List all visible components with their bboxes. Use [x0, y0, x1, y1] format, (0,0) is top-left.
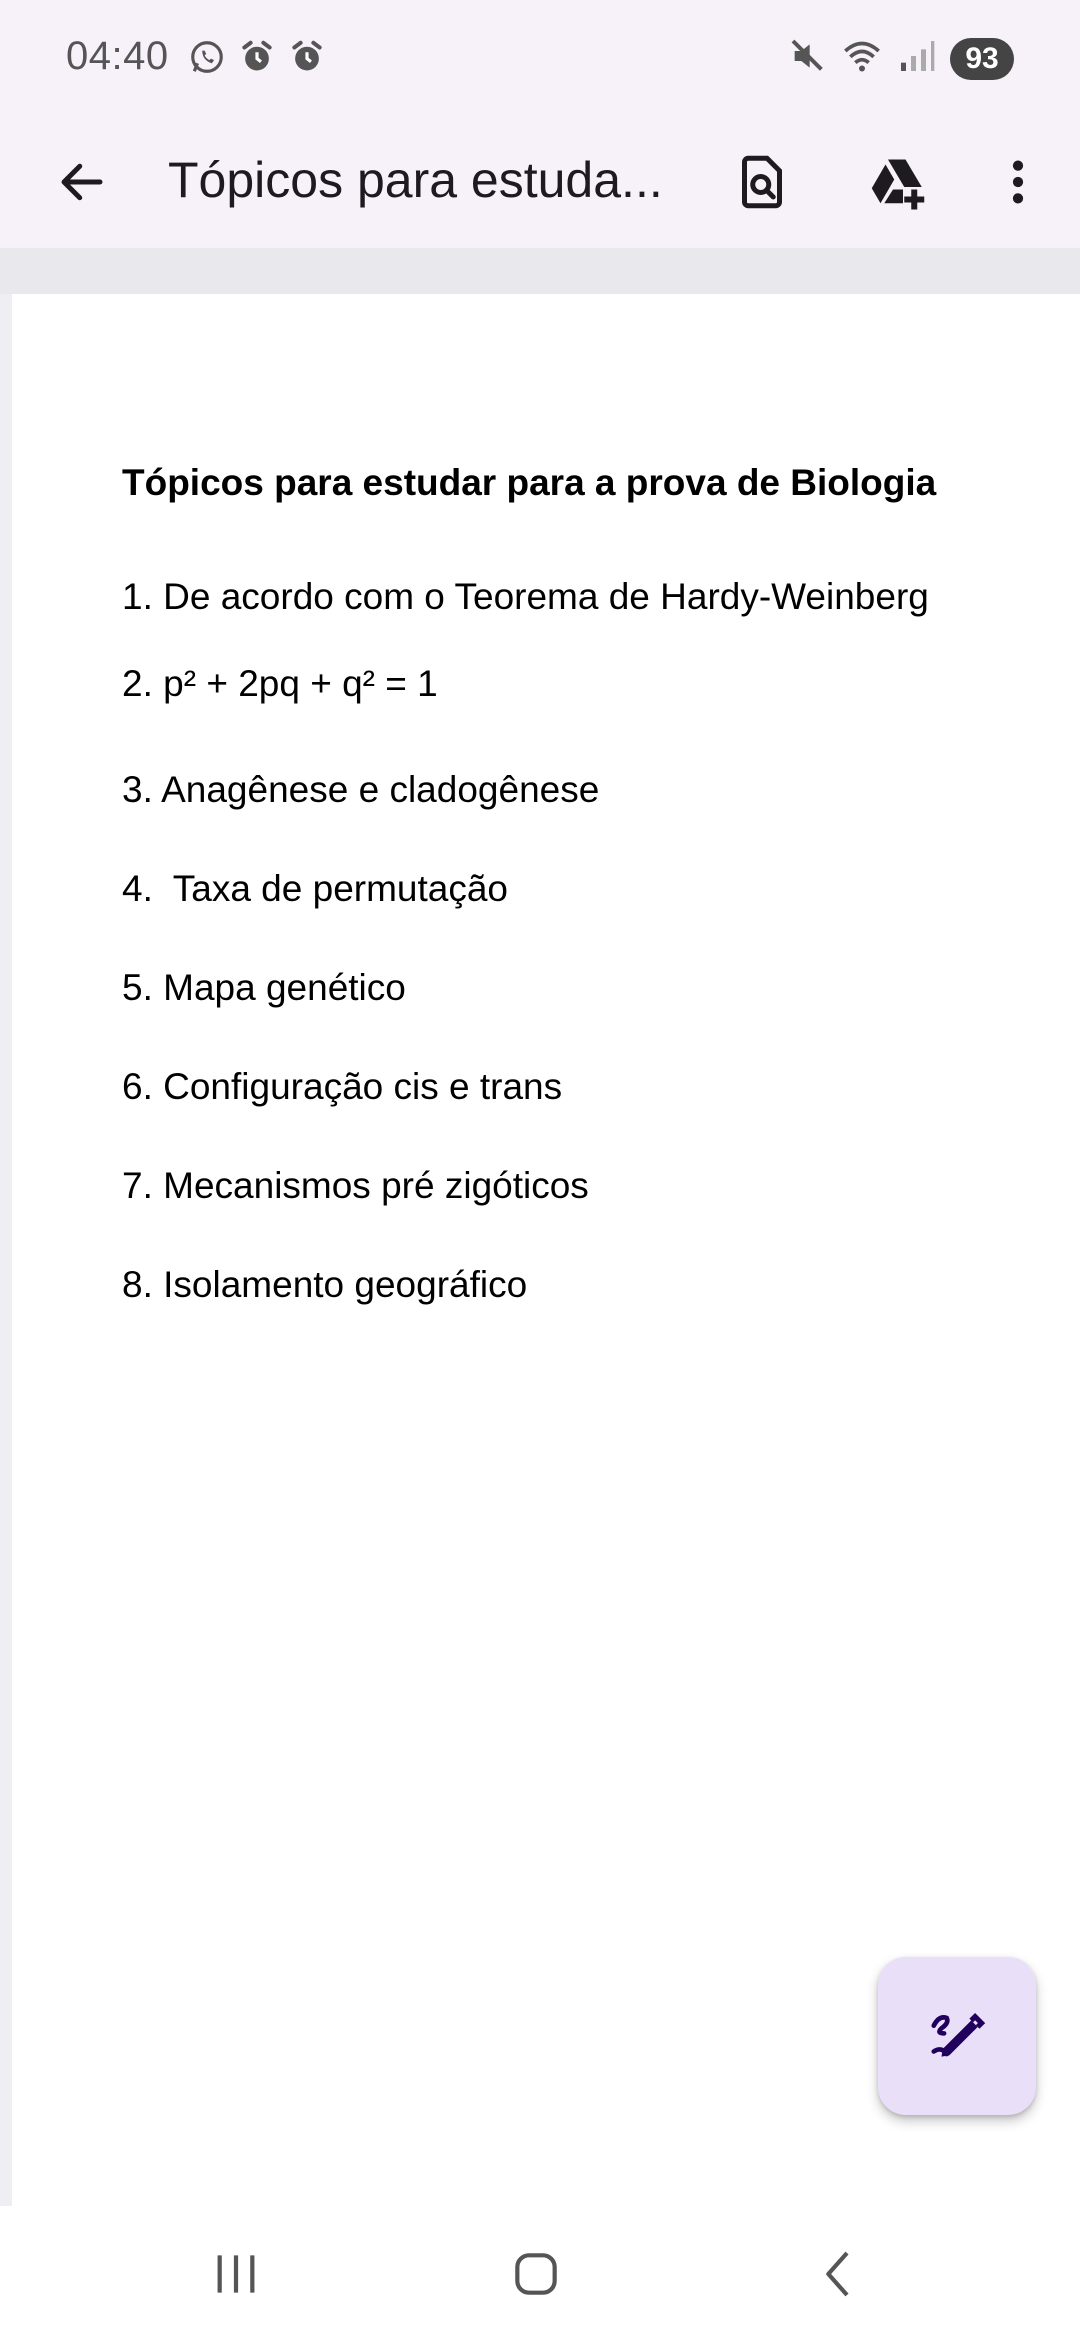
more-vert-icon	[990, 154, 1046, 210]
list-item: 8. Isolamento geográfico	[122, 1264, 528, 1305]
navigation-bar	[0, 2206, 1080, 2340]
wifi-icon	[842, 36, 882, 81]
notification-icons	[188, 38, 326, 81]
mute-icon	[788, 36, 828, 81]
back-icon	[812, 2246, 868, 2302]
add-to-drive-icon	[868, 152, 928, 212]
list-item: 1. De acordo com o Teorema de Hardy-Weinberg	[122, 576, 929, 617]
home-button[interactable]	[486, 2234, 586, 2314]
status-time: 04:40	[66, 34, 169, 78]
edit-fab-button[interactable]	[878, 1957, 1036, 2115]
list-item: 2. p² + 2pq + q² = 1	[122, 663, 438, 704]
edit-pen-icon	[926, 2005, 988, 2067]
battery-indicator: 93	[950, 38, 1014, 80]
signal-icon	[896, 36, 936, 81]
list-item: 5. Mapa genético	[122, 967, 406, 1008]
whatsapp-icon	[188, 38, 226, 81]
home-icon	[508, 2246, 564, 2302]
document-search-icon	[732, 152, 792, 212]
page-gutter	[0, 248, 1080, 294]
add-to-drive-button[interactable]	[856, 140, 940, 224]
list-item: 3. Anagênese e cladogênese	[122, 769, 600, 810]
app-bar	[0, 120, 1080, 248]
preview-button[interactable]	[720, 140, 804, 224]
back-nav-button[interactable]	[790, 2234, 890, 2314]
document-heading: Tópicos para estudar para a prova de Biologia	[122, 462, 937, 503]
top-area	[0, 0, 1080, 248]
recents-icon	[208, 2246, 264, 2302]
list-item: 6. Configuração cis e trans	[122, 1066, 563, 1107]
document-page[interactable]	[12, 294, 1080, 2206]
status-right	[788, 36, 1014, 81]
alarm-icon	[288, 38, 326, 81]
alarm-icon	[238, 38, 276, 81]
back-arrow-icon	[55, 155, 109, 209]
list-item: 7. Mecanismos pré zigóticos	[122, 1165, 589, 1206]
more-options-button[interactable]	[976, 140, 1060, 224]
document-title: Tópicos para estuda...	[168, 152, 663, 208]
status-bar	[0, 0, 1080, 120]
back-button[interactable]	[46, 146, 118, 218]
recents-button[interactable]	[186, 2234, 286, 2314]
list-item: 4. Taxa de permutação	[122, 868, 509, 909]
